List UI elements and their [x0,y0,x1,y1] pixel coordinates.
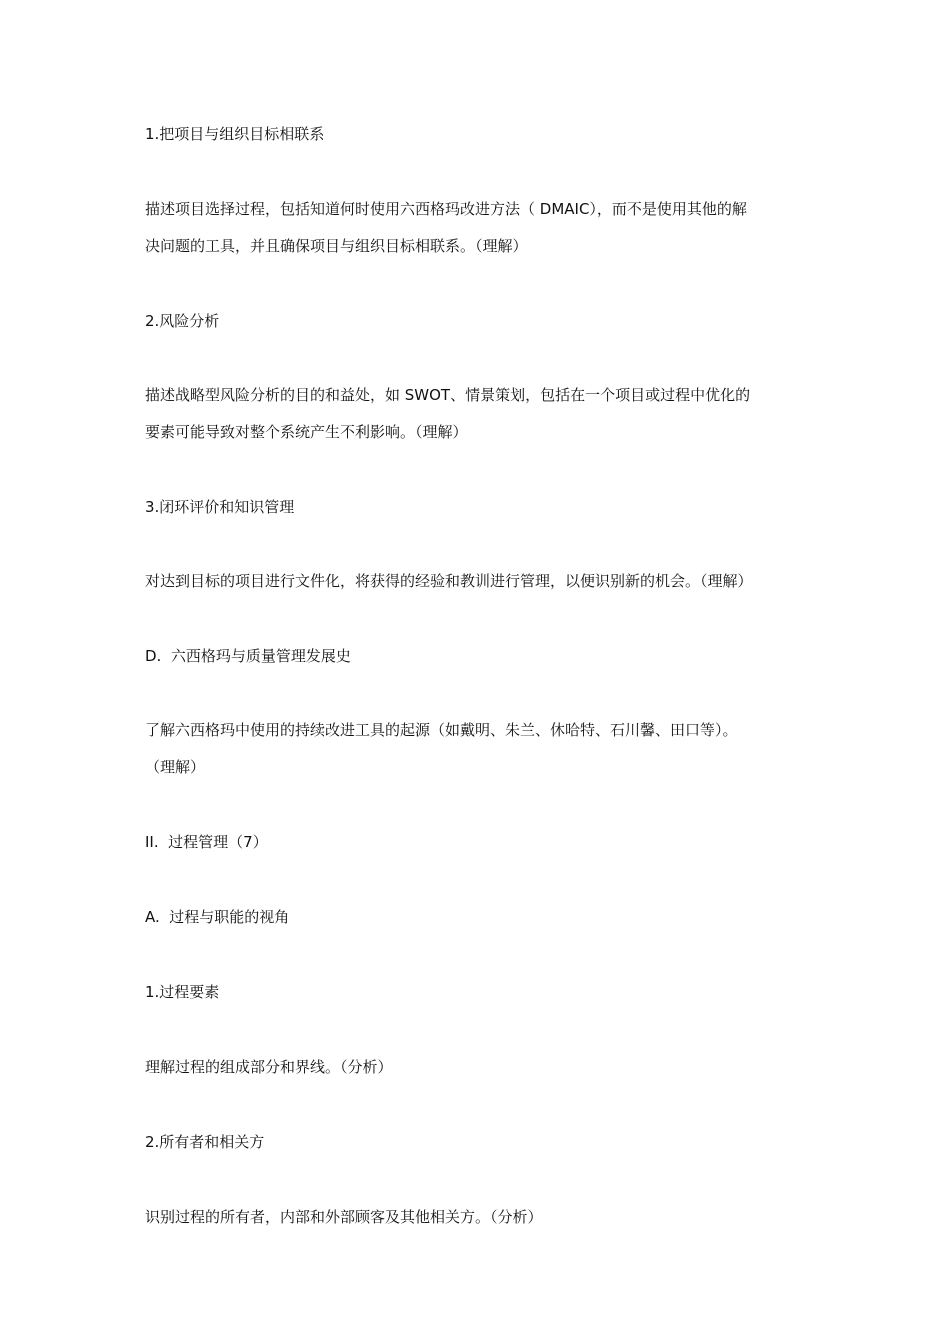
paragraph-improvement-tools-origin-line2: （理解） [145,758,206,776]
paragraph-knowledge-management: 对达到目标的项目进行文件化，将获得的经验和教训进行管理，以便识别新的机会。（理解） [145,572,753,590]
heading-process-elements: 1.过程要素 [145,983,220,1001]
heading-six-sigma-history: D. 六西格玛与质量管理发展史 [145,647,351,665]
paragraph-risk-analysis-line2: 要素可能导致对整个系统产生不利影响。（理解） [145,423,468,441]
heading-owners-and-stakeholders: 2.所有者和相关方 [145,1133,265,1151]
heading-closed-loop-evaluation: 3.闭环评价和知识管理 [145,498,295,516]
paragraph-project-selection-line1: 描述项目选择过程，包括知道何时使用六西格玛改进方法（ DMAIC），而不是使用其他的解 [145,200,747,218]
paragraph-risk-analysis-line1: 描述战略型风险分析的目的和益处，如 SWOT、情景策划，包括在一个项目或过程中优化的 [145,386,751,404]
paragraph-identify-owners: 识别过程的所有者，内部和外部顾客及其他相关方。（分析） [145,1208,543,1226]
heading-link-project-to-goals: 1.把项目与组织目标相联系 [145,125,325,143]
heading-process-vs-function: A. 过程与职能的视角 [145,908,290,926]
paragraph-improvement-tools-origin-line1: 了解六西格玛中使用的持续改进工具的起源（如戴明、朱兰、休哈特、石川馨、田口等）。 [145,721,738,739]
paragraph-project-selection-line2: 决问题的工具，并且确保项目与组织目标相联系。（理解） [145,237,528,255]
paragraph-process-components: 理解过程的组成部分和界线。（分析） [145,1058,393,1076]
heading-risk-analysis: 2.风险分析 [145,312,220,330]
heading-process-management: II. 过程管理（7） [145,833,268,851]
